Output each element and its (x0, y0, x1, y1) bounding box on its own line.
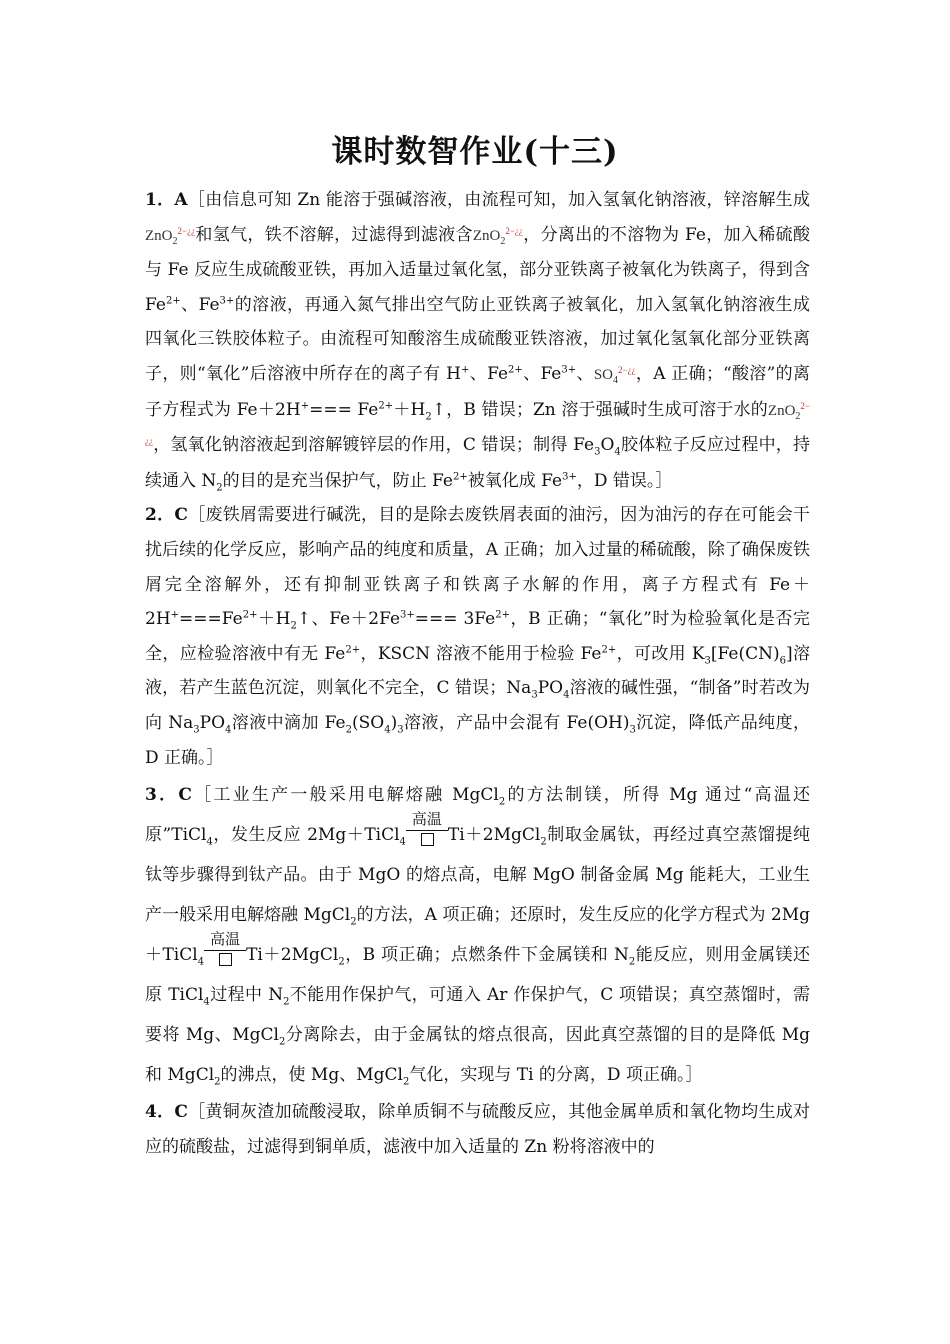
text: 3 (629, 724, 636, 736)
text: 2−¿¿ (618, 364, 636, 375)
text: ]溶液，若产生蓝色沉淀，则氧化不完全，C 错误；Na (145, 643, 810, 699)
text: 4 (384, 724, 391, 736)
text: ［工业生产一般采用电解熔融 MgCl (191, 785, 499, 806)
text: ，A 正确；“酸溶”的离子方程式为 Fe＋2H (145, 363, 811, 420)
text: 3+ (400, 609, 415, 621)
text: O (600, 435, 615, 456)
text: + (170, 609, 180, 621)
text: 2 (172, 235, 178, 247)
text: 2+ (378, 399, 394, 411)
text: 2 (345, 724, 352, 736)
text: 分离除去，由于金属钛的熔点很高，因此真空蒸馏的目的是降低 Mg 和 MgCl (145, 1025, 810, 1086)
text: 2 (214, 1076, 221, 1088)
text: ，KSCN 溶液不能用于检验 Fe (360, 643, 602, 664)
condition-label: 高温 (411, 809, 442, 828)
text: ，B 项正确；点燃条件下金属镁和 N (344, 945, 629, 966)
heat-box-icon (219, 953, 232, 966)
text: 3 (193, 724, 200, 736)
text: 4 (563, 689, 570, 701)
text: 2+ (345, 644, 361, 656)
ion-zno2 (472, 225, 523, 247)
text: 能反应，则用金属镁还原 TiCl (145, 945, 811, 1006)
reaction-condition-arrow (204, 929, 246, 973)
text: 2 (500, 235, 506, 247)
text: 3 (704, 655, 711, 667)
text: 2+ (508, 364, 523, 376)
text: 3 (397, 724, 404, 736)
reaction-condition-arrow (406, 809, 448, 853)
text: ZnO (767, 402, 796, 419)
text: ) (390, 712, 398, 733)
text: ，氢氧化钠溶液起到溶解镀锌层的作用，C 错误；制得 Fe (153, 435, 595, 456)
text: 和氢气，铁不溶解，过滤得到滤液含 (195, 224, 473, 245)
answer-3 (145, 775, 810, 1095)
answer-4 (145, 1095, 810, 1164)
answer-number: 2．C (145, 505, 188, 526)
text: 不能用作保护气，可通入 Ar 作保护气，C 项错误；真空蒸馏时，需要将 Mg、MgCl (145, 985, 811, 1046)
text: 2+ (601, 644, 617, 656)
text: ↑，B 错误；Zn 溶于强碱时生成可溶于水的 (431, 399, 768, 420)
text: 、Fe (469, 363, 509, 384)
text: + (461, 364, 470, 376)
text: 2+ (165, 295, 181, 307)
ion-so4 (593, 364, 636, 386)
text: (SO (351, 712, 385, 733)
text: ，分离出的不溶物为 Fe，加入稀硫酸与 Fe 反应生成硫酸亚铁，再加入适量过氧化氢，部分亚铁离子被氧化为铁离子，得到含 Fe (145, 224, 810, 315)
text: 2 (216, 482, 223, 494)
text: 2−¿¿ (177, 225, 196, 236)
text: Ti＋2MgCl (447, 825, 541, 846)
text: 制取金属钛，再经过真空蒸馏提纯钛等步骤得到钛产品。由于 MgO 的熔点高，电解 MgO 制备金属 Mg 能耗大，工业生产一般采用电解熔融 MgCl (145, 825, 811, 926)
text: SO (593, 366, 613, 383)
page-title: 课时数智作业(十三) (331, 134, 619, 170)
text: 2 (795, 410, 801, 422)
text: 6 (779, 655, 786, 667)
text: 4 (225, 724, 232, 736)
answer-number: 4．C (145, 1102, 188, 1123)
text: 溶液的碱性强，“制备”时若改为向 Na (145, 678, 810, 733)
text: 溶液中滴加 Fe (231, 712, 346, 733)
text: 2−¿¿ (505, 225, 523, 236)
text: ［黄铜灰渣加硫酸浸取，除单质铜不与硫酸反应，其他金属单质和氧化物均生成对应的硫酸盐，过滤得到铜单质，滤液中加入适量的 Zn 粉将溶液中的 (145, 1102, 811, 1157)
text: ZnO (472, 227, 501, 244)
text: ，B 正确；“氧化”时为检验氧化是否完全，应检验溶液中有无 Fe (145, 609, 810, 664)
text: 过程中 N (209, 985, 284, 1006)
text: 4 (614, 446, 621, 458)
text: 2 (290, 620, 297, 632)
text: 2 (283, 996, 290, 1008)
text: 溶液，产品中会混有 Fe(OH) (403, 712, 630, 733)
text: [Fe(CN) (710, 643, 780, 664)
text: 的溶液，再通入氮气排出空气防止亚铁离子被氧化，加入氢氧化钠溶液生成四氧化三铁胶体粒子。由流程可知酸溶生成硫酸亚铁溶液，加过氧化氢氧化部分亚铁离子，则“氧化”后溶液中所存在的离子有 H (145, 294, 810, 384)
text: PO (199, 712, 226, 733)
text: 、 (576, 363, 594, 384)
text: 3 (594, 446, 601, 458)
ion-zno2 (145, 225, 196, 247)
text: 2 (628, 956, 636, 968)
answer-1 (145, 183, 810, 498)
text: Ti＋2MgCl (246, 945, 339, 966)
text: ↑、Fe＋2Fe (296, 609, 401, 630)
text: + (300, 399, 310, 411)
text: 2 (540, 836, 547, 848)
text: 2 (425, 410, 432, 422)
text: 2 (338, 956, 345, 968)
text: 的方法，A 项正确；还原时，发生反应的化学方程式为 2Mg＋TiCl (145, 905, 810, 966)
text: ZnO (145, 227, 173, 244)
heat-box-icon (421, 833, 434, 846)
text: 2+ (495, 609, 510, 621)
text: 2 (498, 796, 506, 808)
text: ，D 错误。］ (576, 470, 673, 491)
answer-number: 3．C (145, 785, 192, 806)
text: PO (537, 678, 564, 699)
text: ＋H (393, 399, 426, 420)
condition-bar (204, 950, 246, 951)
condition-label: 高温 (210, 929, 241, 948)
text: === 3Fe (414, 609, 496, 630)
text: 2+ (453, 471, 468, 483)
text: 的沸点，使 Mg、MgCl (220, 1065, 403, 1086)
text: 2−¿¿ (145, 400, 810, 447)
answer-number: 1．A (145, 190, 188, 210)
text: ，发生反应 2Mg＋TiCl (212, 825, 400, 846)
text: 被氧化成 Fe (467, 470, 563, 491)
text: 气化，实现与 Ti 的分离，D 项正确。］ (409, 1065, 703, 1086)
text: 、Fe (522, 363, 562, 384)
text: 4 (206, 836, 213, 848)
condition-bar (406, 830, 448, 831)
text: 3+ (562, 471, 577, 483)
answer-2 (145, 498, 810, 775)
text: 4 (197, 956, 205, 968)
text: 2 (350, 916, 357, 928)
text: ＋H (257, 609, 291, 630)
text: 2 (278, 1036, 286, 1048)
text: ［废铁屑需要进行碱洗，目的是除去废铁屑表面的油污，因为油污的存在可能会干扰后续的化学反应，影响产品的纯度和质量，A 正确；加入过量的稀硫酸，除了确保废铁屑完全溶解外，还有抑制亚铁离子和铁离子水解的作用，离子方程式有 Fe＋2H (145, 505, 811, 630)
text: 2+ (242, 609, 258, 621)
text: 4 (613, 374, 618, 386)
text: ［由信息可知 Zn 能溶于强碱溶液，由流程可知，加入氢氧化钠溶液，锌溶解生成 (187, 190, 810, 210)
text: 的目的是充当保护气，防止 Fe (222, 470, 453, 491)
text: 3 (531, 689, 538, 701)
text: 的方法制镁，所得 Mg 通过“高温还原”TiCl (145, 785, 811, 846)
text: === Fe (309, 399, 379, 420)
text: 2 (402, 1076, 410, 1088)
text: 3+ (561, 364, 577, 376)
text: 胶体粒子反应过程中，持续通入 N (145, 435, 810, 491)
text: 4 (203, 996, 210, 1008)
text: 3+ (219, 295, 235, 307)
text: 、Fe (180, 294, 220, 315)
text: 4 (399, 836, 406, 848)
text: 沉淀，降低产品纯度，D 正确。］ (145, 712, 810, 768)
text: ，可改用 K (616, 643, 705, 664)
text: ===Fe (179, 609, 243, 630)
answer-body (145, 183, 810, 1164)
